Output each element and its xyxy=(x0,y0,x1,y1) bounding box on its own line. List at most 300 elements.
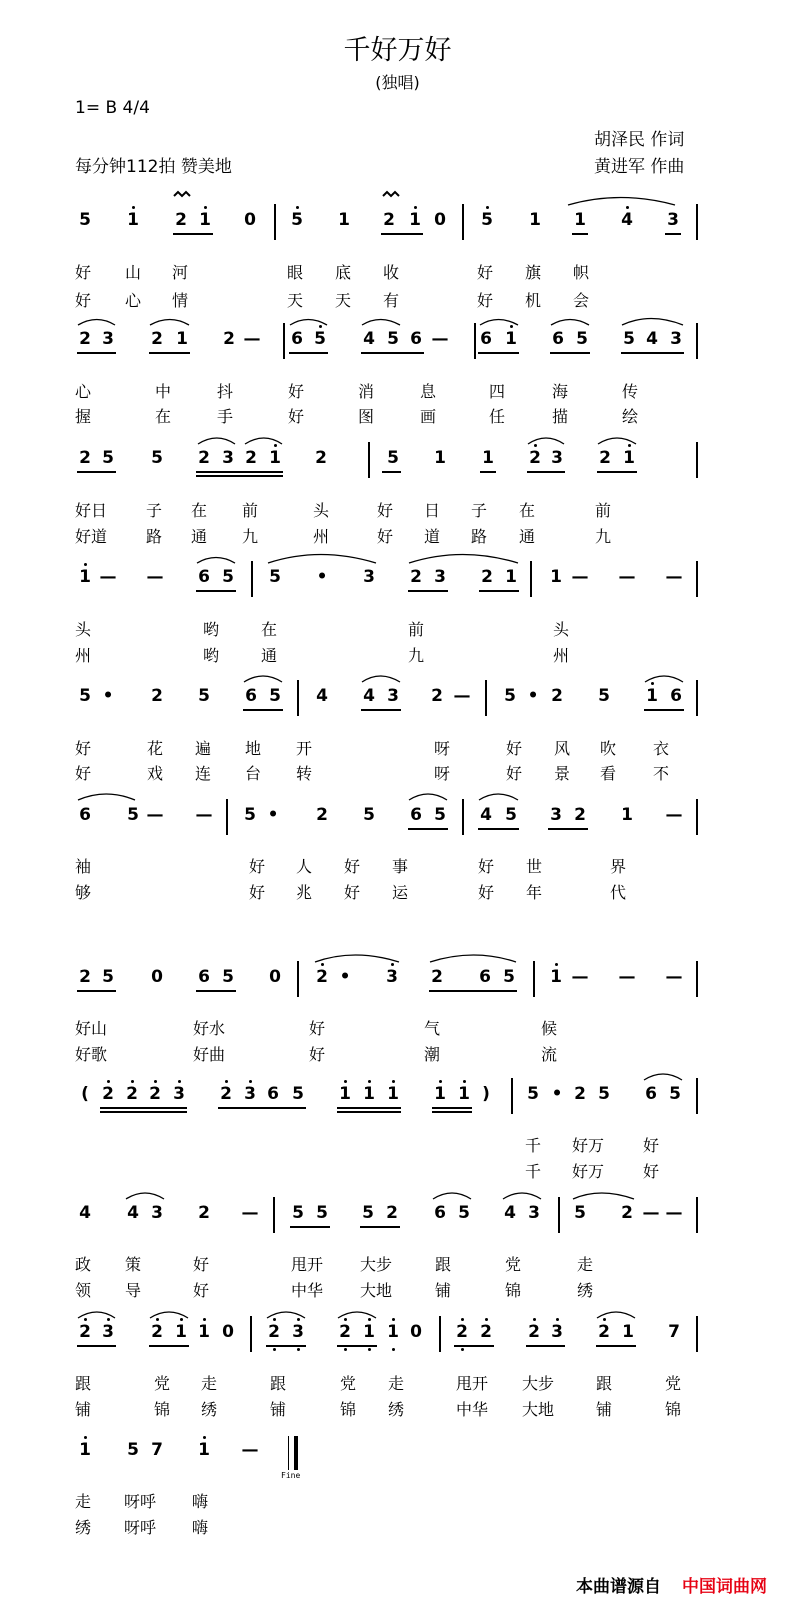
note: 5 xyxy=(434,805,446,825)
note: 6 xyxy=(267,1084,279,1104)
note: — xyxy=(571,567,589,587)
note: 6 xyxy=(434,1203,446,1223)
note: 4 xyxy=(127,1203,139,1223)
note: 2 xyxy=(175,210,187,230)
lyric-verse1: 河 xyxy=(172,263,189,282)
lyric-verse2: 好 xyxy=(75,291,92,310)
note: 3 xyxy=(363,567,375,587)
note: • xyxy=(316,567,328,587)
lyric-verse1: 山 xyxy=(125,263,142,282)
lyric-verse1: 中 xyxy=(155,382,172,401)
lyric-verse2: 好歌 xyxy=(75,1045,108,1064)
note: — xyxy=(618,967,636,987)
lyric-verse2: 会 xyxy=(573,291,590,310)
lyric-verse2: 嗨 xyxy=(192,1518,209,1537)
note: 1 xyxy=(198,1322,210,1342)
lyric-verse2: 九 xyxy=(242,527,259,546)
note: 3 xyxy=(102,1322,114,1342)
note: 2 xyxy=(79,448,91,468)
note: 5 xyxy=(269,567,281,587)
lyric-verse2: 锦 xyxy=(154,1400,171,1419)
song-title: 千好万好 xyxy=(343,35,452,66)
note: 2 xyxy=(316,967,328,987)
lyric-verse2: 绣 xyxy=(75,1518,92,1537)
lyric-verse2: 州 xyxy=(313,527,330,546)
note: — xyxy=(665,567,683,587)
lyric-verse1: 袖 xyxy=(75,857,92,876)
note: 1 xyxy=(505,329,517,349)
note: 1 xyxy=(505,567,517,587)
lyric-verse1: 海 xyxy=(552,382,569,401)
lyric-verse2: 任 xyxy=(489,407,506,426)
note: — xyxy=(453,686,471,706)
lyric-verse1: 吹 xyxy=(600,739,617,758)
lyric-verse2: 绣 xyxy=(388,1400,405,1419)
note: 5 xyxy=(623,329,635,349)
note: — xyxy=(571,967,589,987)
note: 4 xyxy=(79,1203,91,1223)
source-site: 中国词曲网 xyxy=(682,1577,767,1597)
lyric-verse1: 事 xyxy=(392,857,409,876)
note: 3 xyxy=(151,1203,163,1223)
lyric-verse2: 路 xyxy=(146,527,163,546)
lyric-verse2: 天 xyxy=(335,291,352,310)
lyric-verse1: 子 xyxy=(146,501,163,520)
lyric-verse2: 连 xyxy=(195,764,212,783)
lyric-verse1: 息 xyxy=(420,382,437,401)
lyric-verse1: 日 xyxy=(424,501,441,520)
lyric-verse2: 转 xyxy=(296,764,313,783)
lyric-verse1: 世 xyxy=(526,857,543,876)
lyric-verse2: 不 xyxy=(653,764,670,783)
note: 2 xyxy=(220,1084,232,1104)
note: 2 xyxy=(316,805,328,825)
note: 1 xyxy=(363,1084,375,1104)
lyric-verse2: 州 xyxy=(553,646,570,665)
note: 5 xyxy=(79,686,91,706)
lyric-verse2: 兆 xyxy=(296,883,313,902)
lyric-verse1: 好山 xyxy=(75,1019,108,1038)
note: 5 xyxy=(292,1084,304,1104)
note: 3 xyxy=(550,805,562,825)
note: 1 xyxy=(175,1322,187,1342)
lyric-verse2: 领 xyxy=(75,1281,92,1300)
note: 1 xyxy=(198,1440,210,1460)
lyric-verse1: 党 xyxy=(340,1374,357,1393)
note: ( xyxy=(81,1084,89,1104)
lyric-verse1: 走 xyxy=(75,1492,92,1511)
lyric-verse1: 好万 xyxy=(572,1136,605,1155)
lyric-verse1: 呀 xyxy=(434,739,451,758)
note: 2 xyxy=(151,329,163,349)
note: 5 xyxy=(244,805,256,825)
lyric-verse1: 党 xyxy=(505,1255,522,1274)
lyric-verse1: 帜 xyxy=(573,263,590,282)
note: 2 xyxy=(431,686,443,706)
lyric-verse1: 花 xyxy=(147,739,164,758)
lyric-verse1: 子 xyxy=(471,501,488,520)
lyric-verse1: 好 xyxy=(75,263,92,282)
lyric-verse1: 开 xyxy=(296,739,313,758)
key-signature: 1= B 4/4 xyxy=(75,98,150,118)
note: 6 xyxy=(245,686,257,706)
note: 6 xyxy=(552,329,564,349)
note: — xyxy=(146,805,164,825)
lyric-verse2: 代 xyxy=(610,883,627,902)
note: 2 xyxy=(268,1322,280,1342)
note: 2 xyxy=(149,1084,161,1104)
lyric-verse1: 衣 xyxy=(653,739,670,758)
note: 5 xyxy=(269,686,281,706)
lyric-verse2: 大地 xyxy=(522,1400,555,1419)
lyric-verse2: 戏 xyxy=(147,764,164,783)
lyric-verse2: 通 xyxy=(261,646,278,665)
note: 6 xyxy=(410,805,422,825)
lyric-verse1: 前 xyxy=(242,501,259,520)
note: 3 xyxy=(434,567,446,587)
note: 1 xyxy=(269,448,281,468)
lyric-verse2: 铺 xyxy=(435,1281,452,1300)
note: 5 xyxy=(362,1203,374,1223)
lyric-verse1: 千 xyxy=(525,1136,542,1155)
note: 2 xyxy=(315,448,327,468)
lyric-verse2: 手 xyxy=(217,407,234,426)
final-barline-thick xyxy=(294,1436,298,1470)
lyric-verse1: 在 xyxy=(191,501,208,520)
lyric-verse1: 好 xyxy=(377,501,394,520)
tempo-marking: 每分钟112拍 赞美地 xyxy=(75,157,232,177)
fine-marking: Fine xyxy=(281,1471,301,1480)
note: 1 xyxy=(127,210,139,230)
note: • xyxy=(267,805,279,825)
note: 4 xyxy=(316,686,328,706)
note: 1 xyxy=(363,1322,375,1342)
note: 5 xyxy=(292,1203,304,1223)
note: 5 xyxy=(127,1440,139,1460)
note: 5 xyxy=(316,1203,328,1223)
lyric-verse1: 风 xyxy=(554,739,571,758)
note: 5 xyxy=(363,805,375,825)
note: 2 xyxy=(480,1322,492,1342)
note: 4 xyxy=(621,210,633,230)
note: 1 xyxy=(434,1084,446,1104)
note: 2 xyxy=(574,805,586,825)
lyric-verse1: 好 xyxy=(478,857,495,876)
lyric-verse2: 好 xyxy=(506,764,523,783)
note: 4 xyxy=(480,805,492,825)
note: 1 xyxy=(199,210,211,230)
lyric-verse2: 锦 xyxy=(665,1400,682,1419)
lyric-verse1: 头 xyxy=(75,620,92,639)
note: 5 xyxy=(102,967,114,987)
note: 2 xyxy=(529,448,541,468)
lyric-verse2: 台 xyxy=(245,764,262,783)
lyric-verse2: 中华 xyxy=(456,1400,489,1419)
song-subtitle: (独唱) xyxy=(375,73,420,92)
note: 0 xyxy=(151,967,163,987)
note: 5 xyxy=(505,805,517,825)
note: 1 xyxy=(622,1322,634,1342)
note: 6 xyxy=(198,967,210,987)
note: 1 xyxy=(550,567,562,587)
note: 2 xyxy=(410,567,422,587)
lyric-verse2: 铺 xyxy=(596,1400,613,1419)
note: 1 xyxy=(338,210,350,230)
lyric-verse2: 流 xyxy=(541,1045,558,1064)
lyric-verse2: 好 xyxy=(309,1045,326,1064)
note: • xyxy=(102,686,114,706)
lyric-verse1: 在 xyxy=(261,620,278,639)
lyric-verse2: 好万 xyxy=(572,1162,605,1181)
note: — xyxy=(665,967,683,987)
lyric-verse2: 呀呼 xyxy=(124,1518,157,1537)
lyric-verse2: 好 xyxy=(249,883,266,902)
note: 5 xyxy=(576,329,588,349)
note: 2 xyxy=(79,329,91,349)
lyric-verse1: 眼 xyxy=(287,263,304,282)
lyric-verse2: 描 xyxy=(552,407,569,426)
note: 0 xyxy=(244,210,256,230)
lyric-verse1: 大步 xyxy=(522,1374,555,1393)
lyric-verse2: 路 xyxy=(471,527,488,546)
lyric-verse2: 导 xyxy=(125,1281,142,1300)
lyric-verse1: 好 xyxy=(344,857,361,876)
note: 2 xyxy=(339,1322,351,1342)
note: 3 xyxy=(222,448,234,468)
note: 1 xyxy=(458,1084,470,1104)
lyric-verse2: 潮 xyxy=(424,1045,441,1064)
note: 1 xyxy=(529,210,541,230)
lyric-verse1: 抖 xyxy=(217,382,234,401)
note: 2 xyxy=(198,1203,210,1223)
lyric-verse2: 铺 xyxy=(270,1400,287,1419)
lyric-verse2: 在 xyxy=(155,407,172,426)
lyric-verse1: 消 xyxy=(358,382,375,401)
note: 6 xyxy=(410,329,422,349)
note: 7 xyxy=(668,1322,680,1342)
lyricist-credit: 胡泽民 作词 xyxy=(594,130,685,150)
note: 1 xyxy=(387,1084,399,1104)
note: 1 xyxy=(409,210,421,230)
lyric-verse2: 九 xyxy=(408,646,425,665)
lyric-verse1: 前 xyxy=(595,501,612,520)
lyric-verse2: 好 xyxy=(477,291,494,310)
note: 5 xyxy=(669,1084,681,1104)
note: — xyxy=(241,1203,259,1223)
note: 3 xyxy=(528,1203,540,1223)
lyric-verse2: 景 xyxy=(554,764,571,783)
lyric-verse1: 好 xyxy=(477,263,494,282)
lyric-verse1: 收 xyxy=(383,263,400,282)
note: 6 xyxy=(198,567,210,587)
note: 2 xyxy=(79,967,91,987)
note: 5 xyxy=(503,967,515,987)
note: 2 xyxy=(245,448,257,468)
lyric-verse2: 心 xyxy=(125,291,142,310)
lyric-verse1: 策 xyxy=(125,1255,142,1274)
note: 2 xyxy=(102,1084,114,1104)
note: 3 xyxy=(551,448,563,468)
lyric-verse1: 呀呼 xyxy=(124,1492,157,1511)
lyric-verse2: 好 xyxy=(643,1162,660,1181)
note: 2 xyxy=(198,448,210,468)
note: 1 xyxy=(387,1322,399,1342)
note: 5 xyxy=(527,1084,539,1104)
final-barline-thin xyxy=(288,1436,289,1470)
note: 5 xyxy=(222,567,234,587)
lyric-verse2: 年 xyxy=(526,883,543,902)
note: 1 xyxy=(79,567,91,587)
lyric-verse1: 党 xyxy=(154,1374,171,1393)
note: 4 xyxy=(504,1203,516,1223)
note: — xyxy=(99,567,117,587)
lyric-verse2: 通 xyxy=(519,527,536,546)
note: 6 xyxy=(291,329,303,349)
note: 3 xyxy=(387,686,399,706)
note: 3 xyxy=(551,1322,563,1342)
lyric-verse2: 握 xyxy=(75,407,92,426)
note: 2 xyxy=(126,1084,138,1104)
note: 3 xyxy=(173,1084,185,1104)
lyric-verse1: 大步 xyxy=(360,1255,393,1274)
note: 5 xyxy=(79,210,91,230)
note: 6 xyxy=(480,329,492,349)
lyric-verse1: 好 xyxy=(309,1019,326,1038)
note: 2 xyxy=(151,1322,163,1342)
lyric-verse2: 好 xyxy=(193,1281,210,1300)
lyric-verse1: 好 xyxy=(249,857,266,876)
note: 1 xyxy=(623,448,635,468)
note: 1 xyxy=(482,448,494,468)
lyric-verse2: 好曲 xyxy=(193,1045,226,1064)
note: — xyxy=(241,1440,259,1460)
lyric-verse1: 人 xyxy=(296,857,313,876)
note: 1 xyxy=(574,210,586,230)
lyric-verse2: 九 xyxy=(595,527,612,546)
note: 5 xyxy=(102,448,114,468)
lyric-verse1: 候 xyxy=(541,1019,558,1038)
lyric-verse2: 情 xyxy=(172,291,189,310)
note: 2 xyxy=(223,329,235,349)
lyric-verse2: 有 xyxy=(383,291,400,310)
note: 2 xyxy=(481,567,493,587)
lyric-verse2: 好 xyxy=(288,407,305,426)
lyric-verse2: 铺 xyxy=(75,1400,92,1419)
lyric-verse2: 运 xyxy=(392,883,409,902)
lyric-verse2: 锦 xyxy=(340,1400,357,1419)
lyric-verse1: 跟 xyxy=(270,1374,287,1393)
lyric-verse1: 地 xyxy=(245,739,262,758)
note: 7 xyxy=(151,1440,163,1460)
lyric-verse2: 看 xyxy=(600,764,617,783)
lyric-verse2: 好 xyxy=(75,764,92,783)
lyric-verse2: 好 xyxy=(344,883,361,902)
lyric-verse1: 底 xyxy=(335,263,352,282)
lyric-verse1: 跟 xyxy=(435,1255,452,1274)
lyric-verse2: 画 xyxy=(420,407,437,426)
lyric-verse1: 好 xyxy=(75,739,92,758)
lyric-verse1: 走 xyxy=(201,1374,218,1393)
note: 4 xyxy=(646,329,658,349)
lyric-verse1: 走 xyxy=(388,1374,405,1393)
note: 2 xyxy=(598,1322,610,1342)
note: — xyxy=(618,567,636,587)
note: 5 xyxy=(458,1203,470,1223)
composer-credit: 黄进军 作曲 xyxy=(594,157,685,177)
note: 0 xyxy=(434,210,446,230)
lyric-verse2: 天 xyxy=(287,291,304,310)
note: 1 xyxy=(621,805,633,825)
lyric-verse2: 够 xyxy=(75,883,92,902)
lyric-verse1: 心 xyxy=(75,382,92,401)
note: 5 xyxy=(127,805,139,825)
note: 5 xyxy=(574,1203,586,1223)
lyric-verse2: 绣 xyxy=(577,1281,594,1300)
note: • xyxy=(551,1084,563,1104)
note: 3 xyxy=(667,210,679,230)
note: 5 xyxy=(598,1084,610,1104)
lyric-verse2: 好 xyxy=(377,527,394,546)
lyric-verse1: 党 xyxy=(665,1374,682,1393)
lyric-verse1: 好水 xyxy=(193,1019,226,1038)
lyric-verse1: 政 xyxy=(75,1255,92,1274)
note: 5 xyxy=(598,686,610,706)
note: 1 xyxy=(79,1440,91,1460)
lyric-verse2: 机 xyxy=(525,291,542,310)
note: 0 xyxy=(269,967,281,987)
lyric-verse1: 跟 xyxy=(75,1374,92,1393)
note: 1 xyxy=(646,686,658,706)
lyric-verse2: 道 xyxy=(424,527,441,546)
note: 2 xyxy=(383,210,395,230)
lyric-verse1: 好 xyxy=(193,1255,210,1274)
lyric-verse2: 通 xyxy=(191,527,208,546)
lyric-verse1: 前 xyxy=(408,620,425,639)
note: 6 xyxy=(479,967,491,987)
lyric-verse1: 好 xyxy=(288,382,305,401)
lyric-verse1: 跟 xyxy=(596,1374,613,1393)
note: — xyxy=(195,805,213,825)
lyric-verse1: 好 xyxy=(643,1136,660,1155)
note: 2 xyxy=(79,1322,91,1342)
note: 0 xyxy=(410,1322,422,1342)
note: 2 xyxy=(621,1203,633,1223)
note: 2 xyxy=(528,1322,540,1342)
note: • xyxy=(339,967,351,987)
note: 6 xyxy=(79,805,91,825)
note: 3 xyxy=(386,967,398,987)
note: 2 xyxy=(456,1322,468,1342)
note: 0 xyxy=(222,1322,234,1342)
note: 5 xyxy=(151,448,163,468)
note: 3 xyxy=(670,329,682,349)
note: — xyxy=(665,805,683,825)
lyric-verse2: 千 xyxy=(525,1162,542,1181)
note: 5 xyxy=(387,329,399,349)
note: — xyxy=(146,567,164,587)
lyric-verse1: 四 xyxy=(489,382,506,401)
lyric-verse2: 好道 xyxy=(75,527,108,546)
lyric-verse2: 绣 xyxy=(201,1400,218,1419)
lyric-verse2: 中华 xyxy=(291,1281,324,1300)
note: 2 xyxy=(386,1203,398,1223)
note: 1 xyxy=(434,448,446,468)
note: 2 xyxy=(151,686,163,706)
note: 5 xyxy=(387,448,399,468)
lyric-verse1: 界 xyxy=(610,857,627,876)
lyric-verse2: 绘 xyxy=(622,407,639,426)
lyric-verse1: 旗 xyxy=(525,263,542,282)
